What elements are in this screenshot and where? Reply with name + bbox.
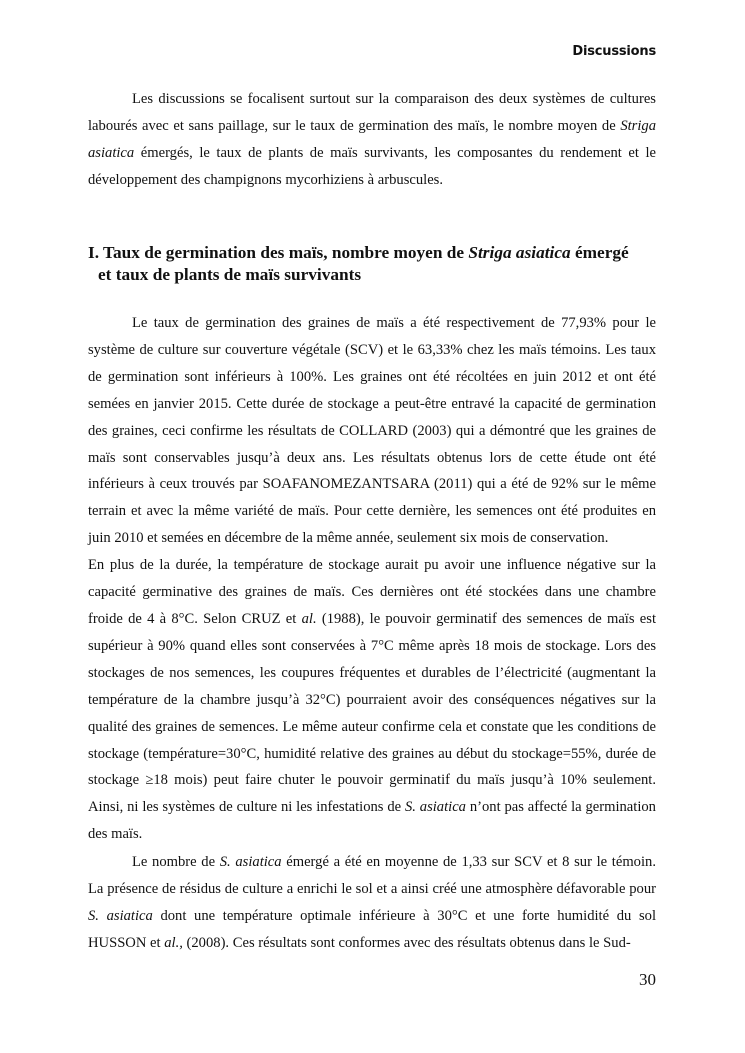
intro-text-2: émergés, le taux de plants de maïs survivants, les composantes du rendement et le développement des champignons mycorhiziens à arbuscules. [88, 144, 656, 188]
section-heading [88, 242, 656, 286]
germination-paragraphs [88, 310, 656, 848]
storage-text-2: (1988), le pouvoir germinatif des semences de maïs est supérieur à 90% quand elles sont conservées à 7°C même après 18 mois de stockage. Lors des stockages de nos semences, les coupures fréquentes et durables de l’électricité (augmentant la température de la chambre jusqu’à 32°C) pourraient avoir des conséquences négatives sur la qualité des graines de semences. Le même auteur confirme cela et constate que les conditions de stockage (température=30°C, humidité relative des graines au début du stockage=55%, durée de stockage ≥18 mois) peut faire chuter le pouvoir germinatif du maïs jusqu’à 10% seulement. Ainsi, ni les systèmes de culture ni les infestations de [88, 610, 657, 816]
storage-paragraph [88, 552, 656, 848]
running-header: Discussions [572, 44, 656, 59]
striga-text-4: (2008). Ces résultats sont conformes avec des résultats obtenus dans le Sud- [182, 934, 631, 951]
intro-species-name: Striga asiatica [88, 117, 656, 161]
heading-text-a: I. Taux de germination des maïs, nombre moyen de [88, 243, 469, 262]
heading-line-2: et taux de plants de maïs survivants [98, 265, 362, 284]
storage-species-name: S. asiatica [404, 799, 466, 816]
striga-paragraph [88, 849, 656, 957]
striga-al: al., [164, 934, 183, 951]
storage-text-3: n’ont pas affecté la germination des maïs. [88, 799, 656, 843]
heading-species-name: Striga asiatica [468, 243, 571, 262]
germination-paragraph: Le taux de germination des graines de maïs a été respectivement de 77,93% pour le système de culture sur couverture végétale (SCV) et le 63,33% chez les maïs témoins. Les taux de germination sont inférieurs à 100%. Les graines ont été récoltées en juin 2012 et ont été semées en janvier 2015. Cette durée de stockage a peut-être entravé la capacité de germination des graines, ceci confirme les résultats de COLLARD (2003) qui a démontré que les graines de maïs sont conservables jusqu’à deux ans. Les résultats obtenus lors de cette étude ont été inférieurs à ceux trouvés par SOAFANOMEZANTSARA (2011) qui a été de 92% sur le même terrain et avec la même variété de maïs. Pour cette dernière, les semences ont été produites en juin 2010 et semées en décembre de la même année, seulement six mois de conservation. [88, 315, 656, 547]
storage-text-1: En plus de la durée, la température de stockage aurait pu avoir une influence négative sur la capacité germinative des graines de maïs. Ces dernières ont été stockées dans une chambre froide de 4 à 8°C. Selon CRUZ et [88, 557, 656, 627]
page-number: 30 [639, 970, 656, 989]
striga-species-name-2: S. asiatica [88, 907, 153, 924]
storage-al: al. [301, 610, 317, 627]
striga-species-name-1: S. asiatica [219, 854, 282, 870]
striga-text-2: émergé a été en moyenne de 1,33 sur SCV et 8 sur le témoin. La présence de résidus de culture a enrichi le sol et a ainsi créé une atmosphère défavorable pour [88, 854, 656, 897]
heading-text-b: émergé [570, 243, 629, 262]
intro-text-1: Les discussions se focalisent surtout sur la comparaison des deux systèmes de cultures labourés avec et sans paillage, sur le taux de germination des maïs, le nombre moyen de [88, 91, 656, 134]
striga-text-1: Le nombre de [132, 854, 220, 870]
intro-paragraph [88, 86, 656, 194]
striga-text-3: dont une température optimale inférieure à 30°C et une forte humidité du sol HUSSON et [88, 907, 656, 951]
